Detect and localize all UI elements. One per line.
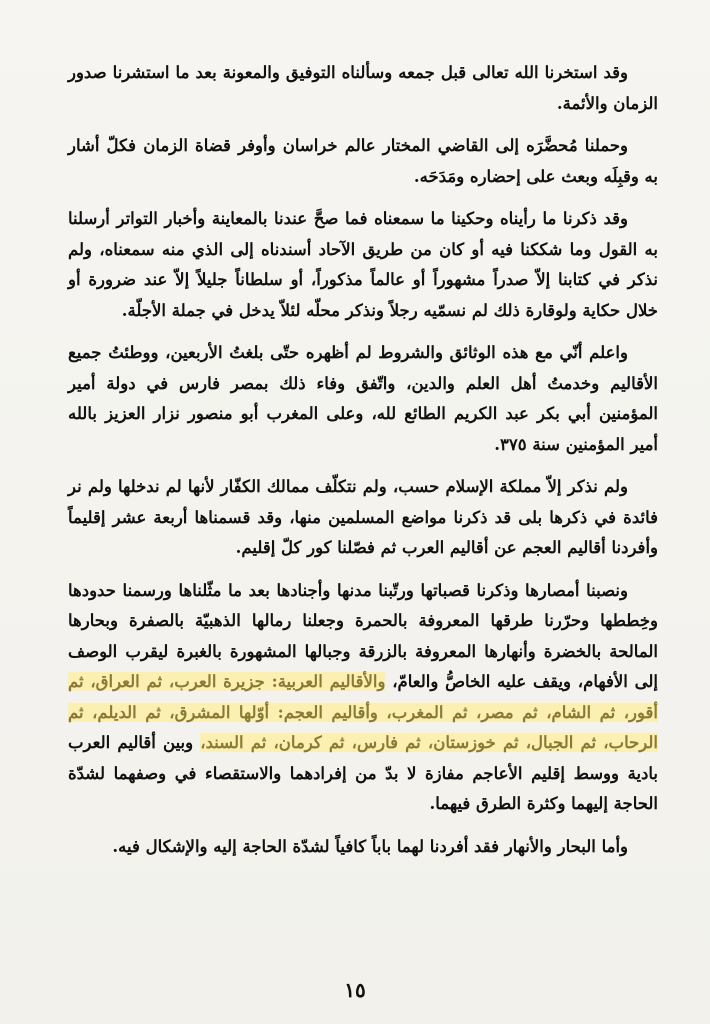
page-number: ١٥ bbox=[344, 978, 366, 1002]
paragraph-6-after: وبين أقاليم العرب بادية ووسط إقليم الأعاجم مفازة لا بدّ من إفرادهما والاستقصاء في وصفهما لشدّة الحاجة إليهما وكثرة الطرق فيهما. bbox=[68, 733, 658, 813]
paragraph-7: وأما البحار والأنهار فقد أفردنا لهما باباً كافياً لشدّة الحاجة إليه والإشكال فيه. bbox=[112, 836, 628, 856]
paragraph-6-text: ونصبنا أمصارها وذكرنا قصباتها ورتّبنا مدنها وأجنادها بعد ما مثّلناها ورسمنا حدودها وخِططها وحرّرنا طرقها المعروفة بالحمرة وجعلنا رمالها الذهبيّة بالصفرة وبحارها المالحة بالخضرة وأنهارها المعروفة بالزرقة وجبالها المشهورة بالغبرة ليقرب الوصف إلى الأفهام، ويقف عليه الخاصُّ والعامّ، bbox=[68, 580, 658, 691]
paragraph-5: ولم نذكر إلاّ مملكة الإسلام حسب، ولم نتكلّف ممالك الكفّار لأنها لم ندخلها ولم نر فائدة في ذكرها بلى قد ذكرنا مواضع المسلمين منها، وقد قسمناها أربعة عشر إقليماً وأفردنا أقاليم العجم عن أقاليم العرب ثم فصّلنا كور كلّ إقليم. bbox=[68, 477, 658, 557]
paragraph-1: وقد استخرنا الله تعالى قبل جمعه وسألناه التوفيق والمعونة بعد ما استشرنا صدور الزمان والأئمة. bbox=[68, 63, 658, 113]
highlighted-regions-text: والأقاليم العربية: جزيرة العرب، ثم العراق، ثم أقور، ثم الشام، ثم مصر، ثم المغرب، وأقاليم العجم: أوّلها المشرق، ثم الديلم، ثم الرحاب، ثم الجبال، ثم خوزستان، ثم فارس، ثم كرمان، ثم السند، bbox=[68, 672, 659, 752]
paragraph-4: واعلم أنّي مع هذه الوثائق والشروط لم أظهره حتّى بلغتُ الأربعين، ووطئتُ جميع الأقاليم وخدمتُ أهل العلم والدين، واتّفق وفاء ذلك بمصر فارس في دولة أمير المؤمنين أبي بكر عبد الكريم الطائع لله، وعلى المغرب أبو منصور نزار العزيز بالله أمير المؤمنين سنة ٣٧٥. bbox=[68, 343, 658, 454]
paragraph-3: وقد ذكرنا ما رأيناه وحكينا ما سمعناه فما صحَّ عندنا بالمعاينة وأخبار التواتر أرسلنا به القول وما شككنا فيه أو كان من طريق الآحاد أسندناه إلى الذي منه سمعناه، ولم نذكر في كتابنا إلاّ صدراً مشهوراً أو عالماً مذكوراً، أو سلطاناً جليلاً إلاّ عند ضرورة أو خلال حكاية ولوقارة ذلك لم نسمّيه رجلاً ونذكر محلّه لئلاّ يدخل في جملة الأجلّة. bbox=[68, 209, 658, 320]
paragraph-6 bbox=[68, 576, 658, 820]
page-body bbox=[68, 58, 658, 874]
paragraph-2: وحملنا مُحضَّرَه إلى القاضي المختار عالم خراسان وأوفر قضاة الزمان فكلّ أشار به وقبِلَه وبعث على إحضاره ومَدَحَه. bbox=[68, 136, 658, 186]
